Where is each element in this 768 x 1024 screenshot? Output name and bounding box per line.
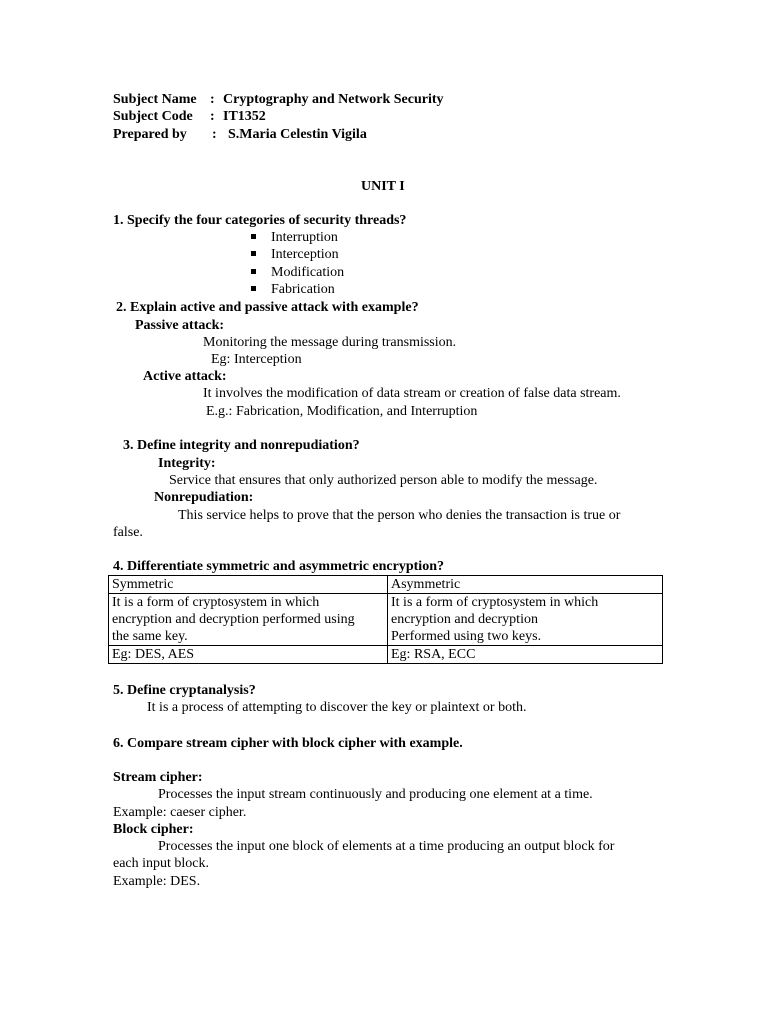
table-cell-line: encryption and decryption performed using — [112, 612, 355, 627]
stream-cipher-text: Processes the input stream continuously and producing one element at a time. — [158, 787, 593, 802]
integrity-label: Integrity: — [158, 456, 216, 471]
q1-item: Modification — [271, 265, 345, 280]
bullet-icon — [251, 286, 256, 291]
stream-cipher-label: Stream cipher: — [113, 770, 203, 785]
prepared-by-label: Prepared by — [113, 127, 187, 142]
q5-question: 5. Define cryptanalysis? — [113, 683, 256, 698]
passive-attack-text: Monitoring the message during transmission. — [203, 335, 457, 350]
q6-question: 6. Compare stream cipher with block cipher with example. — [113, 736, 463, 751]
table-cell-line: encryption and decryption — [391, 612, 538, 627]
subject-name-label: Subject Name — [113, 92, 197, 107]
q1-item: Fabrication — [271, 282, 335, 297]
subject-name-sep: : — [210, 92, 215, 107]
nonrepudiation-text-cont: false. — [113, 525, 143, 540]
q5-answer: It is a process of attempting to discover the key or plaintext or both. — [147, 700, 527, 715]
subject-code-value: IT1352 — [223, 109, 266, 124]
table-header-cell: Symmetric — [109, 576, 388, 594]
bullet-icon — [251, 234, 256, 239]
table-cell-line: Performed using two keys. — [391, 629, 542, 644]
table-cell: Eg: DES, AES — [109, 646, 388, 664]
block-cipher-example: Example: DES. — [113, 874, 201, 889]
table-row — [109, 646, 663, 664]
table-cell — [388, 594, 663, 646]
subject-code-label: Subject Code — [113, 109, 193, 124]
q4-question: 4. Differentiate symmetric and asymmetric encryption? — [113, 559, 444, 574]
passive-attack-label: Passive attack: — [135, 318, 225, 333]
active-attack-example: E.g.: Fabrication, Modification, and Interruption — [206, 404, 478, 419]
nonrepudiation-text: This service helps to prove that the person who denies the transaction is true or — [178, 508, 621, 523]
q3-question: 3. Define integrity and nonrepudiation? — [123, 438, 360, 453]
q1-item: Interruption — [271, 230, 338, 245]
q1-item: Interception — [271, 247, 339, 262]
integrity-text: Service that ensures that only authorized person able to modify the message. — [169, 473, 598, 488]
q1-question: 1. Specify the four categories of security threads? — [113, 213, 407, 228]
q2-question: 2. Explain active and passive attack with example? — [116, 300, 419, 315]
active-attack-label: Active attack: — [143, 369, 227, 384]
nonrepudiation-label: Nonrepudiation: — [154, 490, 254, 505]
table-cell-line: It is a form of cryptosystem in which — [391, 595, 599, 610]
table-cell-line: the same key. — [112, 629, 188, 644]
table-cell-line: It is a form of cryptosystem in which — [112, 595, 320, 610]
table-cell: Eg: RSA, ECC — [388, 646, 663, 664]
table-cell — [109, 594, 388, 646]
table-row — [109, 576, 663, 594]
active-attack-text: It involves the modification of data stream or creation of false data stream. — [203, 386, 621, 401]
passive-attack-example: Eg: Interception — [211, 352, 302, 367]
comparison-table — [108, 575, 663, 664]
block-cipher-text: Processes the input one block of elements at a time producing an output block for — [158, 839, 615, 854]
table-header-cell: Asymmetric — [388, 576, 663, 594]
block-cipher-label: Block cipher: — [113, 822, 194, 837]
block-cipher-text-cont: each input block. — [113, 856, 210, 871]
bullet-icon — [251, 251, 256, 256]
prepared-by-sep: : — [212, 127, 217, 142]
stream-cipher-example: Example: caeser cipher. — [113, 805, 247, 820]
prepared-by-value: S.Maria Celestin Vigila — [228, 127, 367, 142]
bullet-icon — [251, 269, 256, 274]
subject-code-sep: : — [210, 109, 215, 124]
subject-name-value: Cryptography and Network Security — [223, 92, 444, 107]
table-row — [109, 594, 663, 646]
unit-title: UNIT I — [361, 179, 405, 194]
